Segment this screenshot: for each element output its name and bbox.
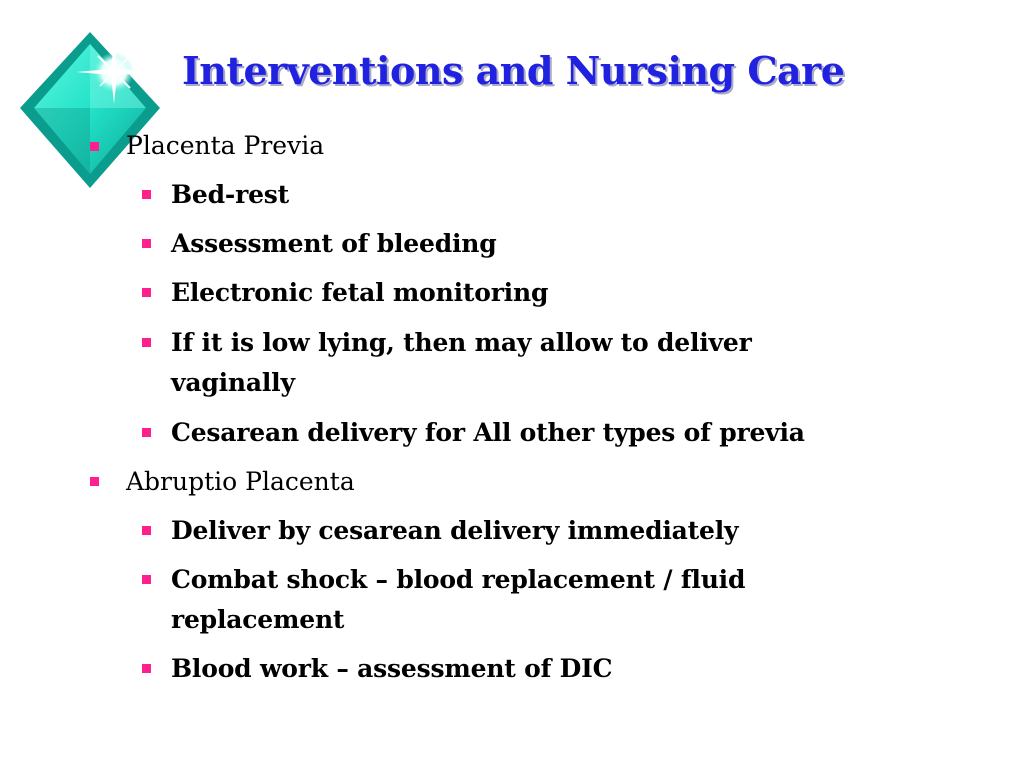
list-item [171,224,497,264]
bullet-square-icon [142,190,151,199]
list-item-text: Bed-rest [171,180,289,209]
list-item-text: vaginally [171,368,295,397]
list-item [171,649,612,689]
list-item-text: Cesarean delivery for All other types of previa [171,418,805,447]
bullet-square-icon [142,428,151,437]
list-item [171,511,738,551]
list-item-continuation [171,363,295,403]
section-heading-text: Abruptio Placenta [126,467,355,496]
bullet-square-icon [142,664,151,673]
list-item-text: replacement [171,605,345,634]
section-heading [126,462,355,502]
list-item [171,323,752,363]
list-item-text: Assessment of bleeding [171,229,497,258]
slide-title: Interventions and Nursing Care [182,48,845,93]
list-item [171,560,745,600]
list-item [171,413,805,453]
bullet-square-icon [142,575,151,584]
list-item-continuation [171,600,344,640]
list-item [171,273,548,313]
diamond-sparkle-icon [18,28,168,193]
section-heading-text: Placenta Previa [126,131,325,160]
list-item-text: Deliver by cesarean delivery immediately [171,516,739,545]
bullet-square-icon [90,142,99,151]
list-item-text: Blood work – assessment of DIC [171,654,613,683]
list-item-text: Electronic fetal monitoring [171,278,549,307]
bullet-square-icon [142,526,151,535]
bullet-square-icon [142,239,151,248]
bullet-square-icon [142,338,151,347]
list-item-text: If it is low lying, then may allow to deliver [171,328,752,357]
list-item-text: Combat shock – blood replacement / fluid [171,565,746,594]
bullet-square-icon [90,477,99,486]
section-heading [126,126,324,166]
list-item [171,175,289,215]
bullet-square-icon [142,288,151,297]
